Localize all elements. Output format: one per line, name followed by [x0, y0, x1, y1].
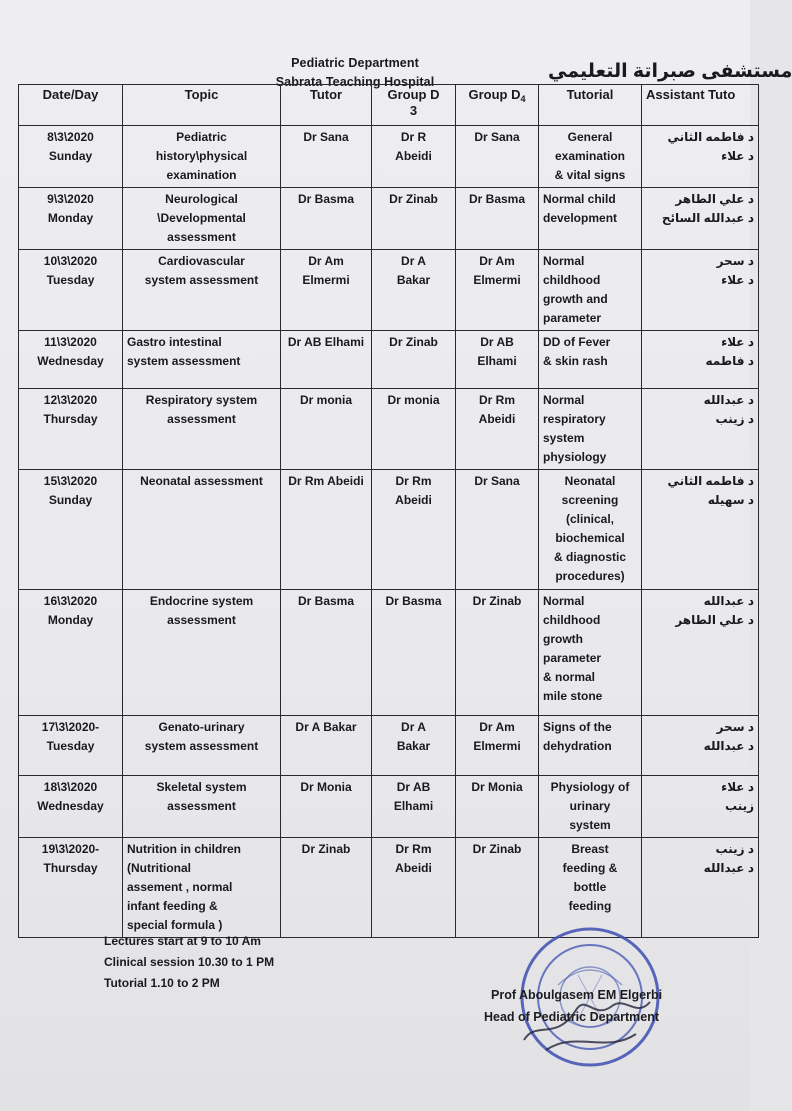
topic-line: Neurological: [165, 192, 238, 206]
gd3-line: Elhami: [393, 799, 434, 813]
topic-line: system assessment: [144, 273, 259, 287]
cell-tutorial: [539, 776, 642, 838]
cell-assistant: [642, 126, 759, 188]
tutorial-line: childhood: [543, 273, 601, 287]
date-text: 16\3\2020: [43, 594, 98, 608]
cell-topic: [123, 250, 281, 331]
cell-group-d3: [372, 776, 456, 838]
cell-group-d4: [456, 188, 539, 250]
gd3-line: Bakar: [396, 273, 431, 287]
gd4-line: Elmermi: [473, 739, 521, 753]
header-group-d3-label: Group D: [387, 87, 440, 102]
assistant-line: د علاء: [721, 780, 754, 794]
table-row: [19, 331, 759, 389]
schedule-table: [18, 84, 759, 938]
day-text: Sunday: [48, 493, 93, 507]
table-row: [19, 716, 759, 776]
assistant-line: د سحر: [716, 720, 754, 734]
cell-assistant: [642, 716, 759, 776]
cell-tutorial: [539, 838, 642, 938]
footer-lectures: Lectures start at 9 to 10 Am: [104, 934, 261, 948]
cell-group-d3: [372, 250, 456, 331]
topic-line: (Nutritional: [127, 861, 191, 875]
assistant-line: د علاء: [721, 335, 754, 349]
cell-group-d3: [372, 389, 456, 470]
cell-date: [19, 331, 123, 389]
tutorial-line: bottle: [573, 880, 607, 894]
table-row: [19, 838, 759, 938]
topic-line: Gastro intestinal: [127, 335, 222, 349]
cell-date: [19, 590, 123, 716]
tutorial-line: mile stone: [543, 689, 603, 703]
topic-line: system assessment: [127, 354, 241, 368]
topic-line: Neonatal assessment: [140, 474, 263, 488]
cell-topic: [123, 126, 281, 188]
day-text: Thursday: [43, 412, 98, 426]
topic-line: Endocrine system: [149, 594, 254, 608]
gd3-line: Dr Zinab: [389, 192, 438, 206]
tutorial-line: dehydration: [543, 739, 612, 753]
gd4-line: Dr Sana: [474, 130, 520, 144]
assistant-line: د عبدالله: [703, 739, 754, 753]
table-row: [19, 126, 759, 188]
tutorial-line: Normal: [543, 393, 585, 407]
tutorial-line: & vital signs: [554, 168, 626, 182]
date-text: 8\3\2020: [47, 130, 94, 144]
assistant-line: د عبدالله: [703, 594, 754, 608]
header-group-d3: [372, 85, 456, 126]
cell-date: [19, 470, 123, 590]
footer-tutorial: Tutorial 1.10 to 2 PM: [104, 976, 220, 990]
tutorial-line: Neonatal: [564, 474, 616, 488]
date-text: 19\3\2020-: [41, 842, 100, 856]
header-date: Date/Day: [19, 85, 123, 126]
assistant-line: د فاطمه الثاني: [667, 474, 754, 488]
tutorial-line: development: [543, 211, 618, 225]
tutorial-line: Signs of the: [543, 720, 612, 734]
assistant-line: د علي الطاهر: [675, 613, 754, 627]
assistant-line: د علاء: [721, 149, 754, 163]
gd3-line: Dr A: [401, 254, 426, 268]
header-assistant: Assistant Tuto: [642, 85, 759, 126]
cell-tutor: Dr Basma: [281, 590, 372, 716]
day-text: Tuesday: [46, 273, 95, 287]
cell-date: [19, 716, 123, 776]
tutorial-line: & diagnostic: [553, 550, 626, 564]
table-header-row: [19, 85, 759, 126]
gd4-line: Elhami: [477, 354, 517, 368]
date-text: 17\3\2020-: [41, 720, 100, 734]
cell-assistant: [642, 838, 759, 938]
day-text: Wednesday: [37, 354, 104, 368]
cell-group-d4: [456, 838, 539, 938]
signature-name: Prof Aboulgasem EM Elgerbi: [491, 988, 663, 1002]
assistant-line: د فاطمه الثاني: [667, 130, 754, 144]
gd4-line: Dr Am: [479, 720, 515, 734]
cell-tutorial: [539, 188, 642, 250]
table-row: [19, 776, 759, 838]
header-topic: Topic: [123, 85, 281, 126]
tutorial-line: DD of Fever: [543, 335, 611, 349]
table-row: [19, 470, 759, 590]
topic-line: Cardiovascular: [158, 254, 245, 268]
gd3-line: Abeidi: [395, 861, 432, 875]
topic-line: assessment: [167, 230, 236, 244]
gd4-line: Elmermi: [473, 273, 521, 287]
tutorial-line: Normal: [543, 254, 585, 268]
gd3-line: Abeidi: [395, 149, 432, 163]
hospital-title: Sabrata Teaching Hospital: [275, 75, 435, 89]
cell-tutor: Dr monia: [281, 389, 372, 470]
cell-date: [19, 126, 123, 188]
cell-assistant: [642, 250, 759, 331]
topic-line: assessment: [167, 412, 236, 426]
topic-line: assessment: [167, 799, 236, 813]
assistant-line: د عبدالله: [703, 393, 754, 407]
cell-tutor: Dr Rm Abeidi: [281, 470, 372, 590]
tutorial-line: system: [543, 431, 585, 445]
topic-line: Nutrition in children: [127, 842, 241, 856]
topic-line: assessment: [167, 613, 236, 627]
table-row: [19, 188, 759, 250]
cell-tutorial: [539, 331, 642, 389]
day-text: Wednesday: [37, 799, 104, 813]
table-row: [19, 250, 759, 331]
gd3-line: Dr Rm: [395, 842, 432, 856]
assistant-line: د عبدالله: [703, 861, 754, 875]
cell-tutorial: [539, 590, 642, 716]
gd4-line: Dr Zinab: [472, 594, 522, 608]
cell-assistant: [642, 776, 759, 838]
cell-tutor: Dr Basma: [281, 188, 372, 250]
cell-topic: [123, 331, 281, 389]
cell-topic: [123, 590, 281, 716]
tutorial-line: procedures): [555, 569, 625, 583]
gd3-line: Dr Zinab: [389, 335, 438, 349]
cell-group-d3: [372, 716, 456, 776]
cell-assistant: [642, 389, 759, 470]
topic-line: Genato-urinary: [158, 720, 245, 734]
cell-date: [19, 389, 123, 470]
gd3-line: Dr R: [400, 130, 427, 144]
tutorial-line: feeding &: [562, 861, 618, 875]
assistant-line: د سحر: [716, 254, 754, 268]
gd3-line: Dr Rm: [395, 474, 432, 488]
gd4-line: Dr Rm: [478, 393, 515, 407]
topic-line: Skeletal system: [156, 780, 247, 794]
header-tutorial: Tutorial: [539, 85, 642, 126]
footer-clinical: Clinical session 10.30 to 1 PM: [104, 955, 275, 969]
date-text: 12\3\2020: [43, 393, 98, 407]
cell-assistant: [642, 188, 759, 250]
topic-line: Pediatric: [176, 130, 227, 144]
cell-group-d4: [456, 250, 539, 331]
topic-line: infant feeding &: [127, 899, 218, 913]
signature-title: Head of Pediatric Department: [484, 1010, 660, 1024]
topic-line: system assessment: [144, 739, 259, 753]
assistant-line: د فاطمه: [705, 354, 754, 368]
date-text: 10\3\2020: [43, 254, 98, 268]
cell-assistant: [642, 470, 759, 590]
tutorial-line: physiology: [543, 450, 607, 464]
tutorial-line: biochemical: [555, 531, 625, 545]
cell-group-d3: [372, 838, 456, 938]
gd4-line: Dr Sana: [474, 474, 520, 488]
tutorial-line: parameter: [543, 651, 602, 665]
cell-tutor: Dr Am Elmermi: [281, 250, 372, 331]
gd3-line: Dr AB: [396, 780, 431, 794]
cell-group-d3: [372, 331, 456, 389]
topic-line: Respiratory system: [145, 393, 258, 407]
assistant-line: زينب: [724, 799, 754, 813]
day-text: Tuesday: [46, 739, 95, 753]
cell-assistant: [642, 331, 759, 389]
cell-topic: [123, 188, 281, 250]
date-text: 11\3\2020: [44, 335, 97, 349]
assistant-line: د علي الطاهر: [675, 192, 754, 206]
day-text: Sunday: [48, 149, 93, 163]
header-group-d4-sub: 4: [520, 94, 526, 104]
day-text: Thursday: [43, 861, 98, 875]
tutorial-line: childhood: [543, 613, 601, 627]
gd4-line: Dr Basma: [468, 192, 526, 206]
gd4-line: Abeidi: [478, 412, 516, 426]
gd4-line: Dr Zinab: [472, 842, 522, 856]
tutorial-line: urinary: [569, 799, 611, 813]
gd3-line: Bakar: [396, 739, 431, 753]
assistant-line: د عبدالله السائح: [661, 211, 754, 225]
cell-tutorial: [539, 716, 642, 776]
header-group-d3-sub: 3: [409, 103, 418, 118]
date-text: 9\3\2020: [47, 192, 94, 206]
tutorial-line: (clinical,: [565, 512, 615, 526]
tutorial-line: screening: [561, 493, 619, 507]
date-text: 15\3\2020: [43, 474, 98, 488]
cell-tutorial: [539, 126, 642, 188]
cell-group-d4: [456, 389, 539, 470]
topic-line: history\physical: [155, 149, 248, 163]
assistant-line: د سهيله: [707, 493, 754, 507]
topic-line: special formula ): [127, 918, 223, 932]
tutorial-line: feeding: [568, 899, 612, 913]
gd4-line: Dr Am: [479, 254, 515, 268]
assistant-line: د زينب: [715, 842, 754, 856]
cell-group-d4: [456, 470, 539, 590]
tutorial-line: & normal: [543, 670, 596, 684]
cell-date: [19, 250, 123, 331]
gd4-line: Dr Monia: [471, 780, 523, 794]
department-title: Pediatric Department: [291, 56, 419, 70]
cell-date: [19, 838, 123, 938]
gd3-line: Dr A: [401, 720, 426, 734]
day-text: Monday: [47, 211, 94, 225]
tutorial-line: Normal: [543, 594, 585, 608]
header-group-d4-label: Group D: [468, 87, 521, 102]
header-tutor: Tutor: [281, 85, 372, 126]
tutorial-line: Normal child: [543, 192, 616, 206]
tutorial-line: parameter: [543, 311, 602, 325]
date-text: 18\3\2020: [43, 780, 98, 794]
tutorial-line: examination: [554, 149, 626, 163]
cell-topic: [123, 389, 281, 470]
cell-group-d4: [456, 716, 539, 776]
assistant-line: د علاء: [721, 273, 754, 287]
cell-topic: [123, 776, 281, 838]
hospital-title-arabic: مستشفى صبراتة التعليمي: [548, 61, 792, 82]
cell-date: [19, 188, 123, 250]
tutorial-line: respiratory: [543, 412, 606, 426]
cell-topic: [123, 716, 281, 776]
cell-topic: [123, 838, 281, 938]
tutorial-line: growth and: [543, 292, 608, 306]
tutorial-line: & skin rash: [543, 354, 608, 368]
cell-group-d3: [372, 126, 456, 188]
gd4-line: Dr AB: [480, 335, 514, 349]
table-row: [19, 389, 759, 470]
cell-tutorial: [539, 470, 642, 590]
cell-group-d3: [372, 590, 456, 716]
tutorial-line: Physiology of: [550, 780, 630, 794]
tutorial-line: system: [569, 818, 611, 832]
gd3-line: Dr Basma: [385, 594, 442, 608]
tutorial-line: General: [567, 130, 613, 144]
cell-tutor: Dr Zinab: [281, 838, 372, 938]
table-row: [19, 590, 759, 716]
cell-tutor: Dr Sana: [281, 126, 372, 188]
cell-tutor: Dr AB Elhami: [281, 331, 372, 389]
topic-line: \Developmental: [157, 211, 246, 225]
cell-group-d4: [456, 331, 539, 389]
cell-group-d4: [456, 776, 539, 838]
tutorial-line: Breast: [571, 842, 609, 856]
cell-assistant: [642, 590, 759, 716]
cell-tutor: Dr A Bakar: [281, 716, 372, 776]
cell-group-d3: [372, 188, 456, 250]
day-text: Monday: [47, 613, 94, 627]
gd3-line: Abeidi: [395, 493, 432, 507]
header-group-d4: [456, 85, 539, 126]
cell-group-d3: [372, 470, 456, 590]
cell-group-d4: [456, 590, 539, 716]
cell-tutorial: [539, 389, 642, 470]
cell-topic: [123, 470, 281, 590]
gd3-line: Dr monia: [387, 393, 440, 407]
cell-tutor: Dr Monia: [281, 776, 372, 838]
topic-line: examination: [166, 168, 237, 182]
cell-date: [19, 776, 123, 838]
assistant-line: د زينب: [715, 412, 754, 426]
tutorial-line: growth: [543, 632, 583, 646]
cell-tutorial: [539, 250, 642, 331]
topic-line: assement , normal: [127, 880, 233, 894]
cell-group-d4: [456, 126, 539, 188]
